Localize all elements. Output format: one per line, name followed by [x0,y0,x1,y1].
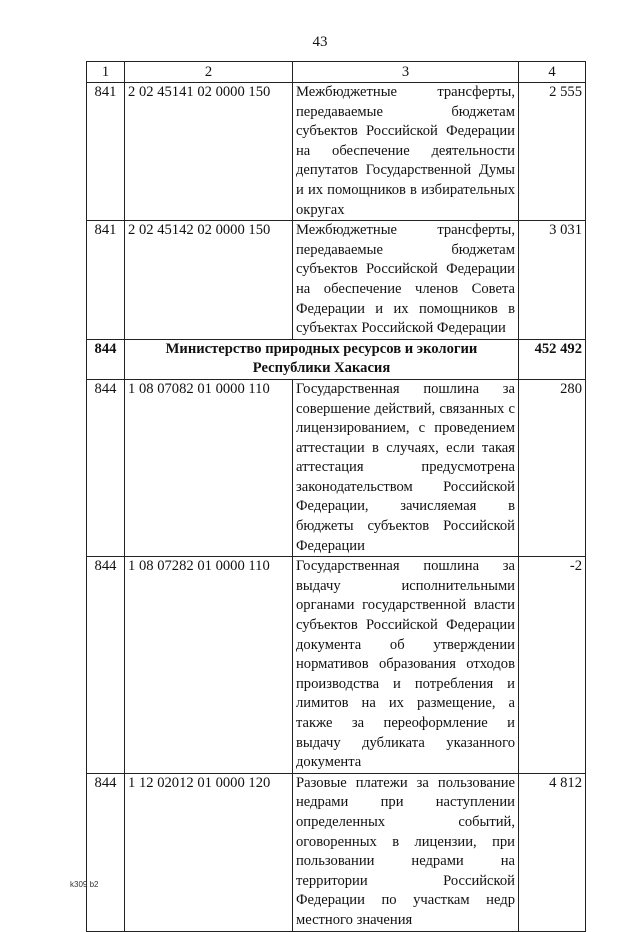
amount: 4 812 [519,773,586,931]
budget-code: 1 12 02012 01 0000 120 [125,773,293,931]
revenue-name: Государственная пошлина за совершение действий, связанных с лицензированием, с проведением аттестации в случаях, если такая аттестация предусмотрена законодательством Российской Федерации, зачисляемая в бюджеты субъектов Российской Федерации [293,379,519,556]
organization-name: Министерство природных ресурсов и экологии Республики Хакасия [125,339,519,379]
budget-code: 1 08 07082 01 0000 110 [125,379,293,556]
page-number: 43 [312,34,328,50]
revenue-name: Государственная пошлина за выдачу исполнительными органами государственной власти субъектов Российской Федерации документа об утверждении нормативов образования отходов производства и потребления и лимитов на их размещение, а также за переоформление и выдачу дубликата указанного документа [293,557,519,774]
amount: -2 [519,557,586,774]
column-header: 1 [87,62,125,83]
admin-code: 844 [87,557,125,774]
organization-row [87,339,586,379]
admin-code: 844 [87,339,125,379]
table-header-row [87,62,586,83]
admin-code: 844 [87,773,125,931]
revenue-name: Разовые платежи за пользование недрами при наступлении определенных событий, оговоренных в лицензии, при пользовании недрами на территории Российской Федерации по участкам недр местного значения [293,773,519,931]
column-header: 3 [293,62,519,83]
table-row [87,773,586,931]
amount: 3 031 [519,221,586,340]
table-row [87,221,586,340]
column-header: 2 [125,62,293,83]
amount: 2 555 [519,83,586,221]
footer-document-code: k309 b2 [70,880,99,889]
revenue-name: Межбюджетные трансферты, передаваемые бюджетам субъектов Российской Федерации на обеспечение членов Совета Федерации и их помощников в субъектах Российской Федерации [293,221,519,340]
amount: 280 [519,379,586,556]
admin-code: 841 [87,221,125,340]
table-row [87,83,586,221]
admin-code: 841 [87,83,125,221]
table-row [87,379,586,556]
budget-code: 1 08 07282 01 0000 110 [125,557,293,774]
revenue-table [86,61,586,932]
admin-code: 844 [87,379,125,556]
revenue-name: Межбюджетные трансферты, передаваемые бюджетам субъектов Российской Федерации на обеспечение деятельности депутатов Государственной Думы и их помощников в избирательных округах [293,83,519,221]
column-header: 4 [519,62,586,83]
organization-total: 452 492 [519,339,586,379]
budget-code: 2 02 45141 02 0000 150 [125,83,293,221]
table-row [87,557,586,774]
budget-code: 2 02 45142 02 0000 150 [125,221,293,340]
